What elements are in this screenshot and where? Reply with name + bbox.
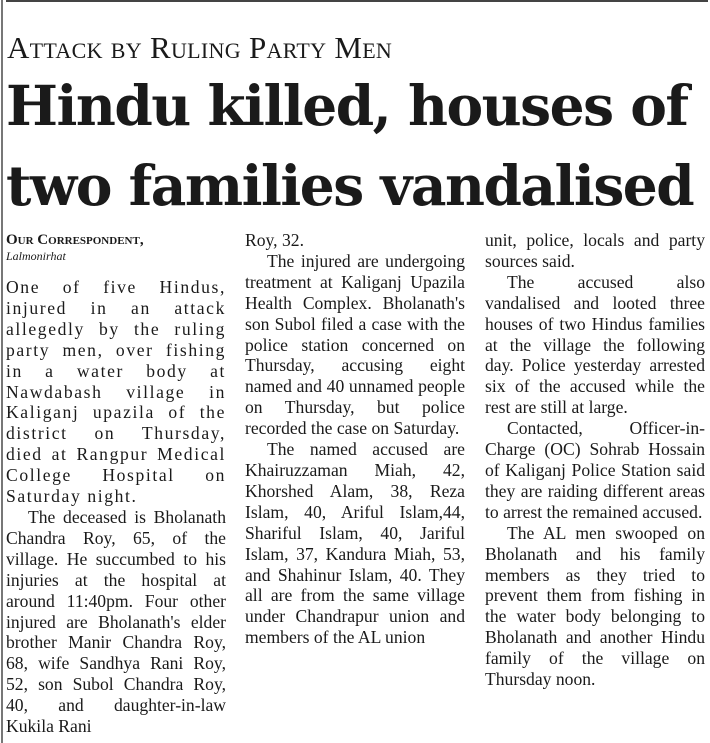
column-2 xyxy=(245,230,465,648)
column-1 xyxy=(6,227,226,737)
paragraph: The AL men swooped on Bholanath and his family members as they tried to prevent them from fishing in the water body belonging to Bholanath and another Hindu family of the village on Thursday noon. xyxy=(485,522,705,690)
left-rule xyxy=(1,0,3,743)
byline: Our Correspondent, xyxy=(6,232,144,248)
paragraph: unit, police, locals and party sources said. xyxy=(485,230,705,271)
paragraph: The accused also vandalised and looted three houses of two Hindus families at the village the following day. Police yesterday arrested six of the accused while the rest are still at large. xyxy=(485,271,705,418)
paragraph: The deceased is Bholanath Chandra Roy, 65, of the village. He succumbed to his injuries at the hospital at around 11:40pm. Four other injured are Bholanath's elder brother Manir Chandra Roy, 68, wife Sandhya Rani Roy, 52, son Subol Chandra Roy, 40, and daughter-in-law Kukila Rani xyxy=(6,506,226,737)
headline-line-2: two families vandalised xyxy=(6,153,694,218)
headline xyxy=(6,66,693,226)
column-3 xyxy=(485,230,705,690)
kicker: Attack by Ruling Party Men xyxy=(7,30,393,65)
paragraph: The injured are undergoing treatment at Kaliganj Upazila Health Complex. Bholanath's son Subol filed a case with the police station concerned on Thursday, accusing eight named and 40 unnamed people on Thursday, but police recorded the case on Saturday. xyxy=(245,250,465,439)
top-rule xyxy=(6,0,708,2)
headline-line-1: Hindu killed, houses of xyxy=(6,73,688,138)
paragraph: The named accused are Khairuzzaman Miah, 42, Khorshed Alam, 38, Reza Islam, 40, Ariful Islam,44, Shariful Islam, 40, Jariful Islam, 37, Kandura Miah, 53, and Shahinur Islam, 40. They all are from the same village under Chandrapur union and members of the AL union xyxy=(245,439,465,648)
paragraph: One of five Hindus, injured in an attack allegedly by the ruling party men, over fishing in a water body at Nawdabash village in Kaliganj upazila of the district on Thursday, died at Rangpur Medical College Hospital on Saturday night. xyxy=(6,277,226,507)
paragraph: Contacted, Officer-in-Charge (OC) Sohrab Hossain of Kaliganj Police Station said they are raiding different areas to arrest the remained accused. xyxy=(485,418,705,522)
paragraph: Roy, 32. xyxy=(245,230,304,250)
dateline: Lalmonirhat xyxy=(6,249,66,263)
